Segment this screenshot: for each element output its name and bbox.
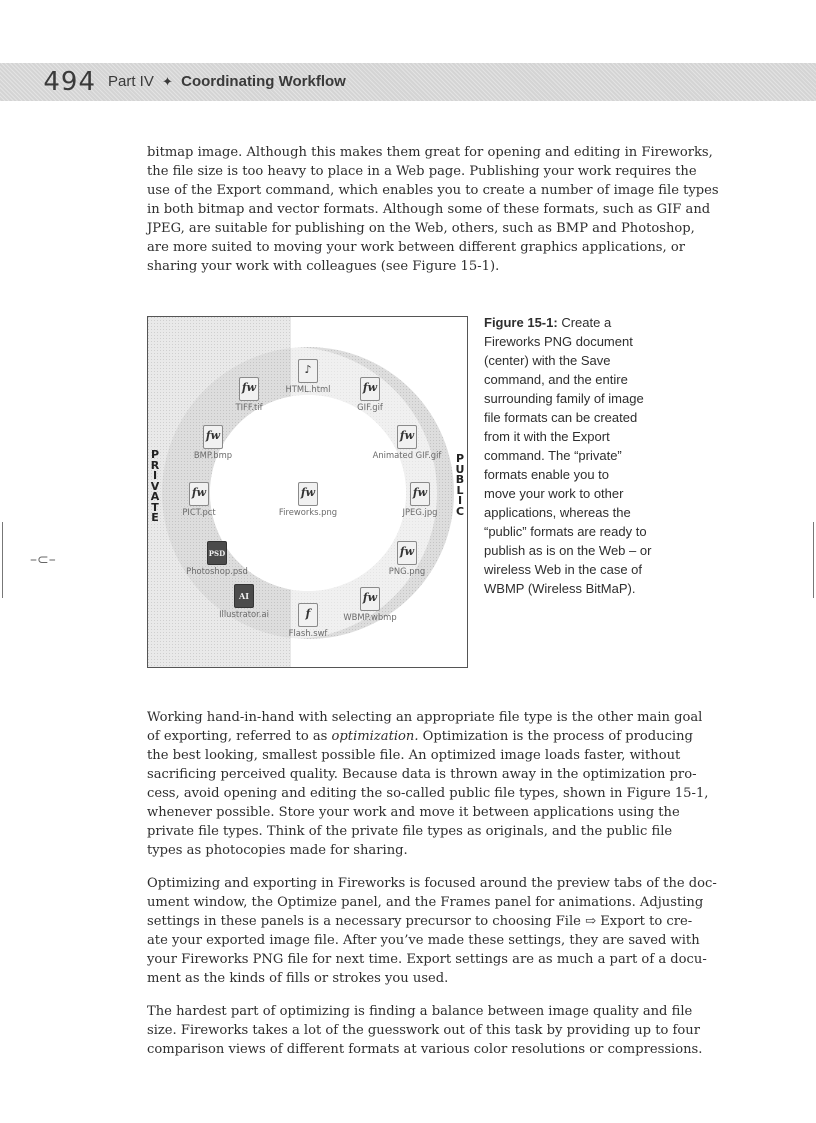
- pict-file-icon: fw: [189, 482, 209, 506]
- file-node-animated-gif: fw Animated GIF.gif: [362, 425, 452, 460]
- file-node-tiff: fw TIFF.tif: [204, 377, 294, 412]
- left-margin-rule: [2, 522, 3, 598]
- page-number: 494: [43, 67, 96, 97]
- flash-file-icon: f: [298, 603, 318, 627]
- figure-caption: Figure 15-1: Create a Fireworks PNG document (center) with the Save command, and the entire surrounding family of image file formats can be created from it with the Export command. The “private” formats enable you to move your work to other applications, whereas the “public” formats are ready to publish as is on the Web – or wireless Web in the case of WBMP (Wireless BitMaP).: [484, 315, 652, 596]
- file-node-html: ♪ HTML.html: [263, 359, 353, 394]
- wbmp-file-icon: fw: [360, 587, 380, 611]
- png-file-icon: fw: [397, 541, 417, 565]
- body-paragraph-4: The hardest part of optimizing is finding a balance between image quality and file size. Fireworks takes a lot of the guesswork out of this task by providing up to four comparison views of different formats at various color resolutions or compressions.: [147, 1004, 703, 1057]
- body-paragraph-3: Optimizing and exporting in Fireworks is focused around the preview tabs of the doc- ument window, the Optimize panel, and the Frames panel for animations. Adjusting settings in these panels is a necessary precursor to choosing File ⇨ Export to cre- ate your exported image file. After you’ve made these settings, they are saved with your Fireworks PNG file for next time. Export settings are as much a part of a docu- ment as the kinds of fills or strokes you used.: [147, 876, 717, 986]
- body-paragraph-1: bitmap image. Although this makes them great for opening and editing in Fireworks, the file size is too heavy to place in a Web page. Publishing your work requires the use of the Export command, which enables you to create a number of image file types in both bitmap and vector formats. Although some of these formats, such as GIF and JPEG, are suitable for publishing on the Web, others, such as BMP and Photoshop, are more suited to moving your work between different graphics applications, or sharing your work with colleagues (see Figure 15-1).: [147, 145, 719, 274]
- separator-icon: ✦: [162, 74, 173, 89]
- file-node-png: fw PNG.png: [362, 541, 452, 576]
- right-margin-rule: [813, 522, 814, 598]
- jpeg-file-icon: fw: [410, 482, 430, 506]
- file-node-bmp: fw BMP.bmp: [168, 425, 258, 460]
- public-label: P U B L I C: [455, 452, 465, 518]
- chapter-title: Coordinating Workflow: [181, 73, 346, 90]
- file-node-pict: fw PICT.pct: [154, 482, 244, 517]
- file-node-wbmp: fw WBMP.wbmp: [325, 587, 415, 622]
- part-label: Part IV: [108, 73, 154, 90]
- registration-mark-icon: –⊂–: [30, 552, 56, 568]
- bmp-file-icon: fw: [203, 425, 223, 449]
- animated-gif-file-icon: fw: [397, 425, 417, 449]
- file-node-photoshop: PSD Photoshop.psd: [172, 541, 262, 576]
- html-file-icon: ♪: [298, 359, 318, 383]
- file-node-jpeg: fw JPEG.jpg: [375, 482, 465, 517]
- photoshop-file-icon: PSD: [207, 541, 227, 565]
- gif-file-icon: fw: [360, 377, 380, 401]
- term-optimization: optimization.: [331, 729, 419, 744]
- running-header: [108, 71, 346, 93]
- file-node-illustrator: AI Illustrator.ai: [199, 584, 289, 619]
- body-paragraph-2: Working hand-in-hand with selecting an appropriate file type is the other main goal of exporting, referred to as optimization. Optimization is the process of producing the best looking, smallest possible file. An optimized image loads faster, without sacrificing perceived quality. Because data is thrown away in the optimization pro- cess, avoid opening and editing the so-called public file types, shown in Figure 15-1, whenever possible. Store your work and move it between applications using the private file types. Think of the private file types as originals, and the public file types as photocopies made for sharing.: [147, 710, 709, 858]
- private-label: P R I V A T E: [150, 448, 160, 524]
- fireworks-png-file-icon: fw: [298, 482, 318, 506]
- file-node-flash: f Flash.swf: [263, 603, 353, 638]
- file-node-fireworks-center: fw Fireworks.png: [263, 482, 353, 517]
- file-node-gif: fw GIF.gif: [325, 377, 415, 412]
- tiff-file-icon: fw: [239, 377, 259, 401]
- figure-15-1: [147, 316, 468, 668]
- figure-label: Figure 15-1:: [484, 315, 558, 330]
- illustrator-file-icon: AI: [234, 584, 254, 608]
